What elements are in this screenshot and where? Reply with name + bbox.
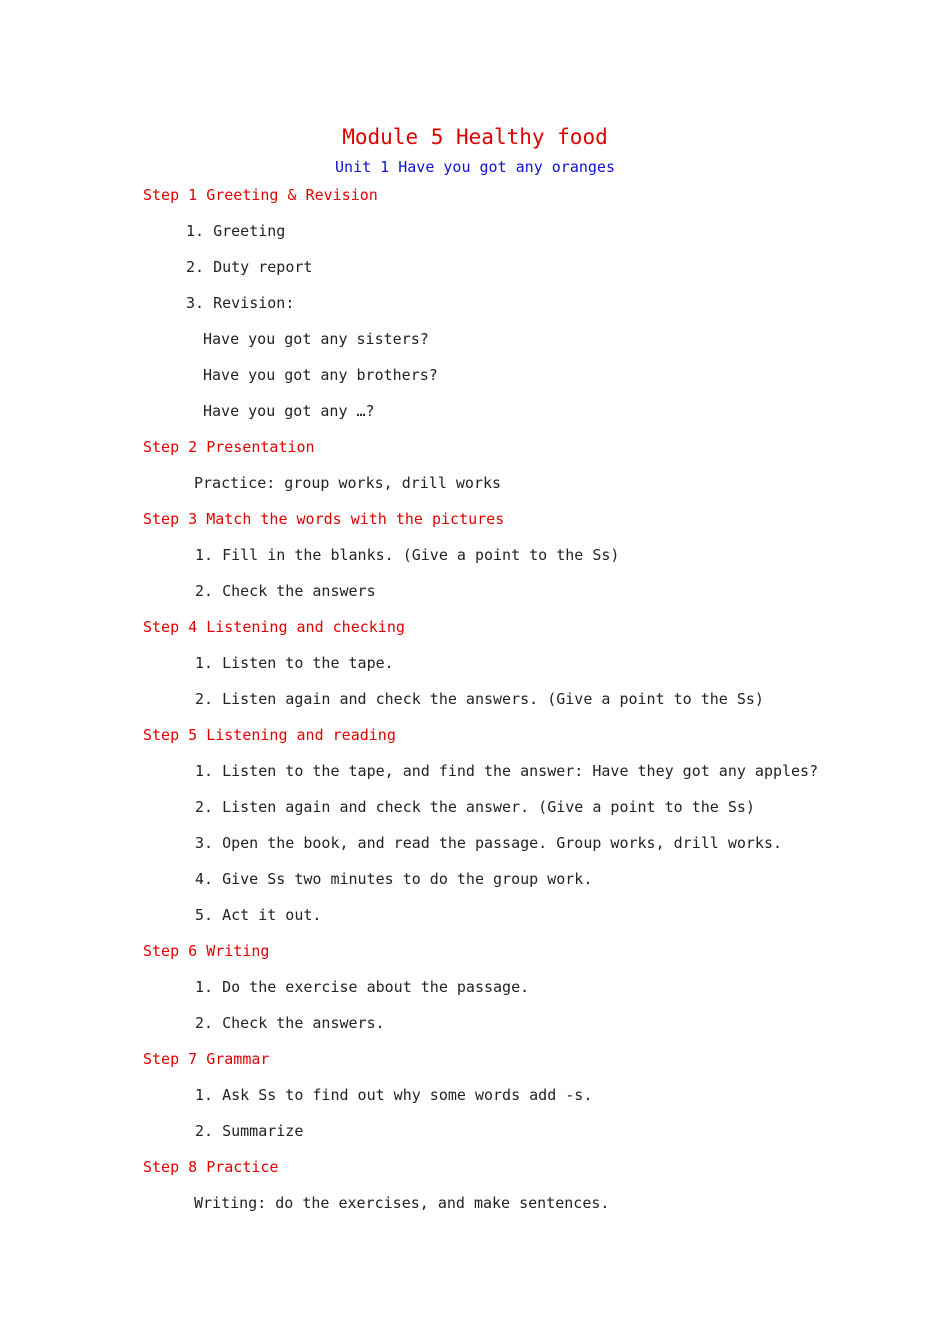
list-item: 5. Act it out. xyxy=(195,906,322,924)
step-heading: Step 8 Practice xyxy=(143,1158,279,1176)
list-item: 1. Do the exercise about the passage. xyxy=(195,978,530,996)
list-item: 2. Summarize xyxy=(195,1122,304,1140)
list-item: 3. Revision: xyxy=(186,294,295,312)
list-item: 2. Check the answers xyxy=(195,582,376,600)
list-item: 2. Check the answers. xyxy=(195,1014,385,1032)
list-item: 4. Give Ss two minutes to do the group work. xyxy=(195,870,593,888)
list-item: 1. Listen to the tape, and find the answer: Have they got any apples? xyxy=(195,762,819,780)
list-item: 2. Duty report xyxy=(186,258,313,276)
list-item: 3. Open the book, and read the passage. Group works, drill works. xyxy=(195,834,782,852)
revision-question: Have you got any sisters? xyxy=(203,330,429,348)
revision-question: Have you got any brothers? xyxy=(203,366,438,384)
list-item: 1. Listen to the tape. xyxy=(195,654,394,672)
step-text: Practice: group works, drill works xyxy=(194,474,502,492)
list-item: 1. Ask Ss to find out why some words add -s. xyxy=(195,1086,593,1104)
list-item: 1. Fill in the blanks. (Give a point to the Ss) xyxy=(195,546,620,564)
step-text: Writing: do the exercises, and make sentences. xyxy=(194,1194,610,1212)
step-heading: Step 4 Listening and checking xyxy=(143,618,405,636)
step-heading: Step 2 Presentation xyxy=(143,438,315,456)
list-item: 1. Greeting xyxy=(186,222,286,240)
page-title: Module 5 Healthy food xyxy=(342,125,608,149)
list-item: 2. Listen again and check the answers. (Give a point to the Ss) xyxy=(195,690,764,708)
page-subtitle: Unit 1 Have you got any oranges xyxy=(335,158,615,176)
revision-question: Have you got any …? xyxy=(203,402,375,420)
step-heading: Step 1 Greeting & Revision xyxy=(143,186,378,204)
lesson-plan xyxy=(143,184,923,1228)
step-heading: Step 5 Listening and reading xyxy=(143,726,396,744)
step-heading: Step 3 Match the words with the pictures xyxy=(143,510,505,528)
step-heading: Step 7 Grammar xyxy=(143,1050,270,1068)
step-heading: Step 6 Writing xyxy=(143,942,270,960)
list-item: 2. Listen again and check the answer. (Give a point to the Ss) xyxy=(195,798,755,816)
